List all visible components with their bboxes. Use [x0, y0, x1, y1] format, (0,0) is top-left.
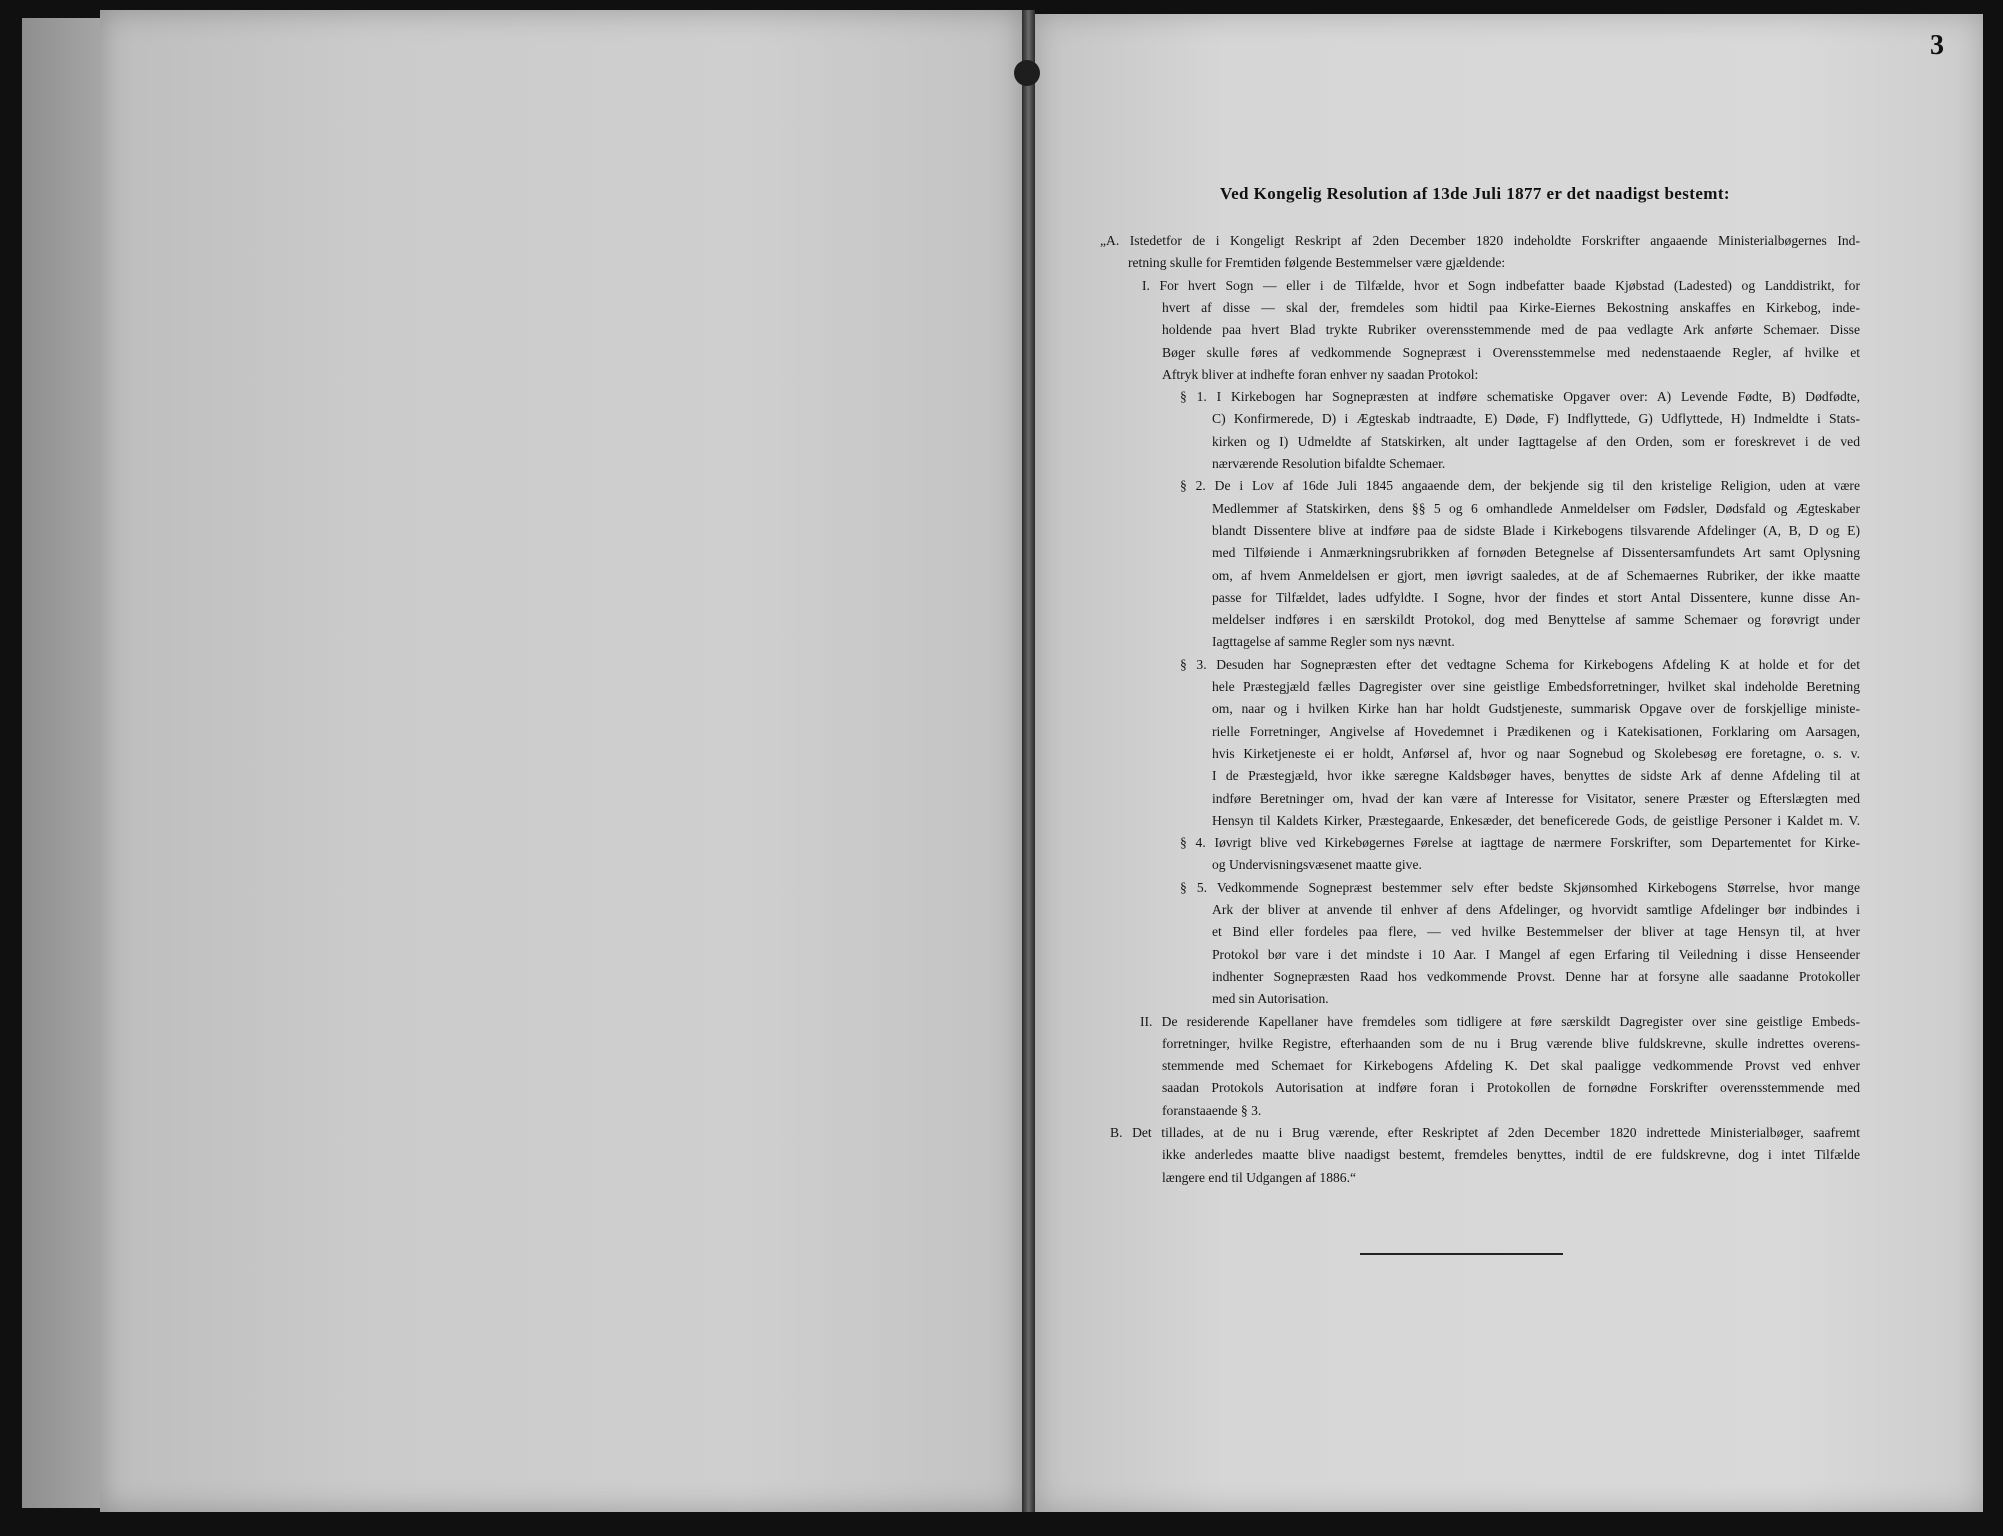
text-line: med Tilføiende i Anmærkningsrubrikken af fornøden Betegnelse af Dissentersamfundets Art samt Oplysning	[1212, 545, 1860, 561]
text-line: I. For hvert Sogn — eller i de Tilfælde, hvor et Sogn indbefatter baade Kjøbstad (Ladested) og Landdistrikt, for	[1142, 277, 1860, 293]
resolution-heading: Ved Kongelig Resolution af 13de Juli 1877 er det naadigst bestemt:	[1220, 184, 1730, 203]
text-line: holdende paa hvert Blad trykte Rubriker overensstemmende med de paa vedlagte Ark anførte Schemaer. Disse	[1162, 322, 1860, 338]
text-line: Ark der bliver at anvende til enhver af dens Afdelinger, og hvorvidt samtlige Afdelinger bør indbindes i	[1212, 902, 1860, 917]
text-line: om, af hvem Anmeldelsen er gjort, men iøvrigt saaledes, at de af Schemaernes Rubriker, der ikke maatte	[1212, 567, 1860, 583]
text-line: ikke anderledes maatte blive naadigst bestemt, fremdeles benyttes, indtil de ere fuldskrevne, dog i intet Tilfælde	[1162, 1147, 1860, 1163]
text-line: B. Det tillades, at de nu i Brug værende, efter Reskriptet af 2den December 1820 indrettede Ministerialbøger, saafremt	[1110, 1125, 1860, 1140]
text-line: stemmende med Schemaet for Kirkebogens Afdeling K. Det skal paaligge vedkommende Provst ved enhver	[1162, 1058, 1860, 1074]
text-line: nærværende Resolution bifaldte Schemaer.	[1212, 456, 1446, 471]
text-line: med sin Autorisation.	[1212, 991, 1329, 1007]
text-line: Medlemmer af Statskirken, dens §§ 5 og 6 omhandlede Anmeldelser om Fødsler, Dødsfald og Ægteskaber	[1212, 500, 1860, 516]
text-line: § 3. Desuden har Sognepræsten efter det vedtagne Schema for Kirkebogens Afdeling K at holde et for det	[1180, 656, 1860, 672]
text-line: forretninger, hvilke Registre, efterhaanden som de nu i Brug værende blive fuldskrevne, skulle indrettes overens-	[1162, 1035, 1860, 1051]
text-line: passe for Tilfældet, lades udfyldte. I Sogne, hvor der findes et stort Antal Dissentere, kunne disse An-	[1212, 589, 1860, 605]
text-line: § 2. De i Lov af 16de Juli 1845 angaaende dem, der bekjende sig til den kristelige Religion, uden at være	[1180, 478, 1860, 494]
previous-page-edge	[22, 18, 112, 1508]
text-line: saadan Protokols Autorisation at indføre foran i Protokollen de fornødne Forskrifter overensstemmende med	[1162, 1080, 1860, 1096]
text-line: § 4. Iøvrigt blive ved Kirkebøgernes Førelse at iagttage de nærmere Forskrifter, som Departementet for Kirke-	[1180, 835, 1860, 851]
text-line: meldelser indføres i en særskildt Protokol, dog med Benyttelse af samme Schemaer og forøvrigt under	[1212, 612, 1860, 628]
text-line: rielle Forretninger, Angivelse af Hovedemnet i Prædikenen og i Katekisationen, Forklaring om Aarsagen,	[1212, 723, 1860, 739]
text-line: C) Konfirmerede, D) i Ægteskab indtraadte, E) Døde, F) Indflyttede, G) Udflyttede, H) Indmeldte i Stats-	[1212, 411, 1860, 427]
text-line: II. De residerende Kapellaner have fremdeles som tidligere at føre særskildt Dagregister over sine geistlige Embeds-	[1140, 1013, 1860, 1029]
text-line: Hensyn til Kaldets Kirker, Præstegaarde, Enkesæder, det beneficerede Gods, de geistlige Personer i Kaldet m. V.	[1212, 812, 1860, 828]
text-line: I de Præstegjæld, hvor ikke særegne Kaldsbøger haves, benyttes de sidste Ark af denne Afdeling til at	[1212, 768, 1860, 784]
text-line: hele Præstegjæld fælles Dagregister over sine geistlige Embedsforretninger, hvilket skal indeholde Beretning	[1212, 679, 1860, 694]
text-line: kirken og I) Udmeldte af Statskirken, alt under Iagttagelse af den Orden, som er foreskrevet i de ved	[1212, 433, 1860, 449]
text-line: hvis Kirketjeneste ei er holdt, Anførsel af, hvor og naar Sognebud og Skolebesøg ere foretagne, o. s. v.	[1212, 745, 1860, 761]
text-line: Bøger skulle føres af vedkommende Sognepræst i Overensstemmelse med nedenstaaende Regler, af hvilke et	[1162, 344, 1860, 360]
text-line: og Undervisningsvæsenet maatte give.	[1212, 857, 1422, 873]
text-line: retning skulle for Fremtiden følgende Bestemmelser være gjældende:	[1128, 255, 1506, 271]
binding-clip	[1014, 60, 1040, 86]
text-line: et Bind eller fordeles paa flere, — ved hvilke Bestemmelser der bliver at tage Hensyn til, at hver	[1212, 924, 1860, 940]
text-line: foranstaaende § 3.	[1162, 1102, 1262, 1118]
text-line: indhenter Sognepræsten Raad hos vedkommende Provst. Denne har at forsyne alle saadanne Protokoller	[1212, 968, 1860, 984]
page-number: 3	[1930, 30, 1944, 61]
text-line: hvert af disse — skal der, fremdeles som hidtil paa Kirke-Eiernes Bekostning anskaffes en Kirkebog, inde-	[1162, 299, 1860, 315]
text-line: blandt Dissentere blive at indføre paa de sidste Blade i Kirkebogens tilsvarende Afdelinger (A, B, D og E)	[1212, 522, 1860, 538]
text-line: om, naar og i hvilken Kirke han har holdt Gudstjeneste, summarisk Opgave over de forskjellige ministe-	[1212, 701, 1860, 717]
book-gutter	[1022, 10, 1035, 1512]
closing-rule	[1360, 1253, 1563, 1255]
text-line: længere end til Udgangen af 1886.“	[1162, 1169, 1357, 1185]
text-line: Aftryk bliver at indhefte foran enhver ny saadan Protokol:	[1162, 366, 1479, 382]
text-line: Iagttagelse af samme Regler som nys nævnt.	[1212, 634, 1455, 650]
text-line: „A. Istedetfor de i Kongeligt Reskript af 2den December 1820 indeholdte Forskrifter angaaende Ministerialbøgernes Ind-	[1100, 233, 1860, 248]
text-line: indføre Beretninger om, hvad der kan være af Interesse for Visitator, senere Præster og Efterslægten med	[1212, 790, 1860, 806]
text-line: § 5. Vedkommende Sognepræst bestemmer selv efter bedste Skjønsomhed Kirkebogens Størrelse, hvor mange	[1180, 879, 1860, 895]
text-line: Protokol bør vare i det mindste i 10 Aar. I Mangel af egen Erfaring til Veiledning i disse Henseender	[1212, 946, 1860, 962]
text-line: § 1. I Kirkebogen har Sognepræsten at indføre schematiske Opgaver over: A) Levende Fødte, B) Dødfødte,	[1180, 389, 1860, 405]
left-blank-page	[100, 10, 1022, 1512]
